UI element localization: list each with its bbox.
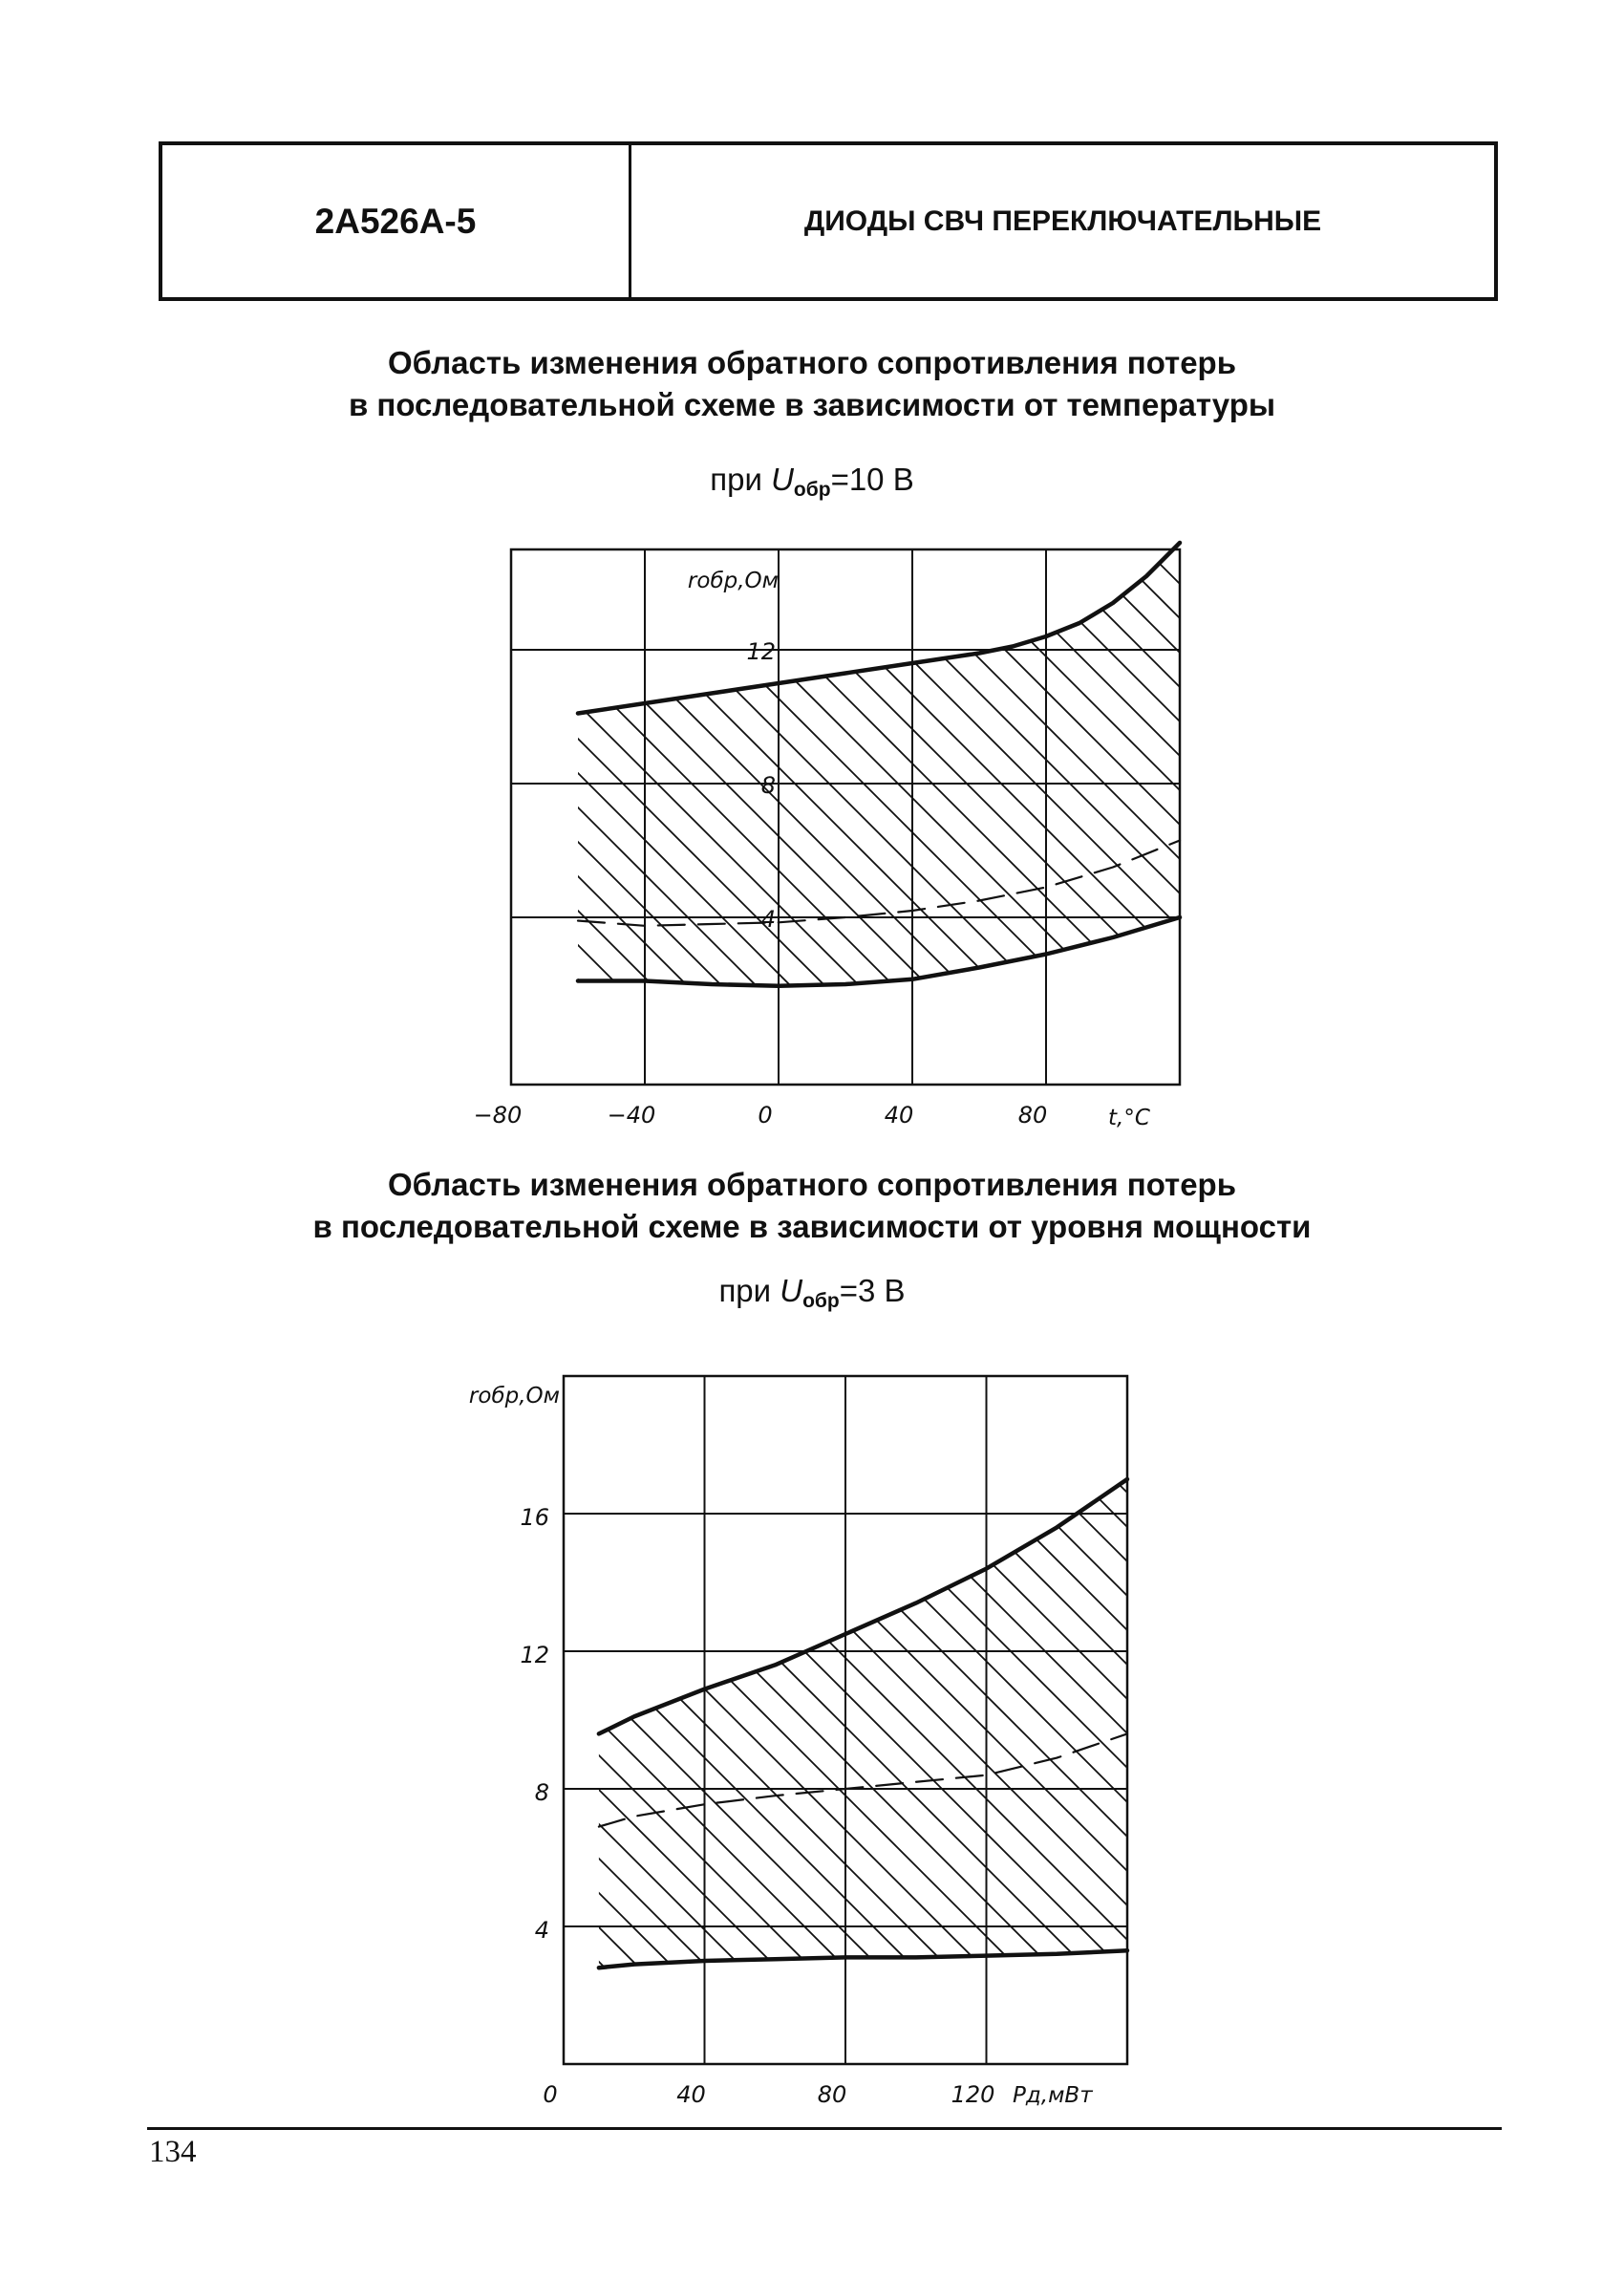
c1-hatch-line xyxy=(1558,549,1624,1085)
chart2-cond-value: =3 В xyxy=(839,1273,906,1308)
c1-hatch-line xyxy=(1214,549,1624,1085)
c1-x-tick-4: 80 xyxy=(1017,1102,1048,1129)
c2-x-tick-0: 0 xyxy=(543,2081,558,2108)
c1-hatch-line xyxy=(1421,549,1624,1085)
chart2-cond-var: U xyxy=(780,1273,803,1308)
chart1-title-line2: в последовательной схеме в зависимости от температуры xyxy=(348,387,1276,422)
c2-hatch-line xyxy=(0,1376,564,2064)
chart2-title-line1: Область изменения обратного сопротивления потерь xyxy=(387,1167,1236,1202)
c2-hatch-line xyxy=(1114,1376,1624,2064)
c2-y-tick-1: 8 xyxy=(534,1779,549,1806)
c2-hatch-line xyxy=(1595,1376,1624,2064)
c1-hatch-line xyxy=(45,549,580,1085)
c1-hatch-line xyxy=(1524,549,1624,1085)
chart1-title-line1: Область изменения обратного сопротивления потерь xyxy=(387,345,1236,380)
part-number: 2А526А-5 xyxy=(162,145,631,297)
c2-hatch-line xyxy=(1148,1376,1624,2064)
c2-hatch-line xyxy=(1527,1376,1624,2064)
c1-x-tick-1: −40 xyxy=(607,1102,656,1129)
c1-hatch-line xyxy=(11,549,545,1085)
c2-hatch-line xyxy=(1320,1376,1624,2064)
chart2-title xyxy=(0,1164,1624,1248)
c2-hatch-line xyxy=(1183,1376,1624,2064)
c2-hatch-line xyxy=(1079,1376,1624,2064)
c1-hatch-line xyxy=(1283,549,1624,1085)
c2-y-tick-0: 4 xyxy=(534,1917,549,1944)
c2-hatch-line xyxy=(1355,1376,1624,2064)
chart1-cond-value: =10 В xyxy=(830,462,914,497)
c2-x-tick-2: 80 xyxy=(817,2081,847,2108)
c1-y-tick-1: 8 xyxy=(760,772,776,799)
chart1-cond-sub: обр xyxy=(793,479,831,501)
c1-y-tick-2: 12 xyxy=(746,638,776,665)
c1-hatch-line xyxy=(1489,549,1624,1085)
page-number: 134 xyxy=(149,2135,197,2169)
c2-hatch-line xyxy=(0,1376,598,2064)
c1-plot-frame xyxy=(511,549,1180,1085)
chart1-title xyxy=(0,342,1624,426)
c2-hatch-line xyxy=(1286,1376,1624,2064)
c2-hatch-line xyxy=(1423,1376,1624,2064)
chart1-cond-prefix: при xyxy=(710,462,772,497)
c1-hatch-line xyxy=(1145,549,1624,1085)
chart1-temperature xyxy=(468,540,1213,1151)
c1-hatch-line xyxy=(1455,549,1624,1085)
c1-x-axis-label: t,°C xyxy=(1108,1106,1150,1130)
c1-hatch-line xyxy=(1592,549,1624,1085)
c1-hatch-line xyxy=(1352,549,1624,1085)
c2-hatch-line xyxy=(0,1376,632,2064)
chart2-power xyxy=(420,1347,1165,2131)
c1-hatch-line xyxy=(1249,549,1624,1085)
chart2-title-line2: в последовательной схеме в зависимости от уровня мощности xyxy=(312,1209,1312,1244)
c1-x-tick-3: 40 xyxy=(884,1102,914,1129)
c2-x-tick-1: 40 xyxy=(676,2081,706,2108)
chart2-cond-sub: обр xyxy=(802,1290,840,1312)
chart1-cond-var: U xyxy=(771,462,794,497)
c2-hatch-line xyxy=(1492,1376,1624,2064)
c2-y-tick-3: 16 xyxy=(520,1504,549,1531)
device-category: ДИОДЫ СВЧ ПЕРЕКЛЮЧАТЕЛЬНЫЕ xyxy=(803,204,1322,237)
c2-hatch-line xyxy=(1458,1376,1624,2064)
c2-hatch-line xyxy=(1251,1376,1624,2064)
c1-y-tick-0: 4 xyxy=(760,906,776,933)
c2-hatch-line xyxy=(1561,1376,1624,2064)
chart2-cond-prefix: при xyxy=(718,1273,780,1308)
c2-hatch-line xyxy=(1045,1376,1624,2064)
footer-rule xyxy=(147,2127,1502,2130)
c1-hatch-line xyxy=(1317,549,1624,1085)
c1-hatch-line xyxy=(0,549,511,1085)
c2-x-tick-3: 120 xyxy=(951,2081,995,2108)
c1-hatch-line xyxy=(1386,549,1624,1085)
chart2-condition xyxy=(0,1273,1624,1313)
c1-y-axis-label: rобр,Ом xyxy=(687,569,779,593)
header-table xyxy=(159,141,1498,301)
c2-hatch-line xyxy=(1389,1376,1624,2064)
c2-y-tick-2: 12 xyxy=(520,1642,549,1668)
c1-x-tick-2: 0 xyxy=(758,1102,773,1129)
c2-y-axis-label: rобр,Ом xyxy=(468,1384,560,1409)
c1-hatch-line xyxy=(1111,549,1624,1085)
c1-hatch-line xyxy=(1180,549,1624,1085)
c2-x-axis-label: Pд,мВт xyxy=(1013,2083,1093,2108)
chart1-condition xyxy=(0,462,1624,502)
c1-x-tick-0: −80 xyxy=(473,1102,523,1129)
c2-hatch-line xyxy=(1217,1376,1624,2064)
